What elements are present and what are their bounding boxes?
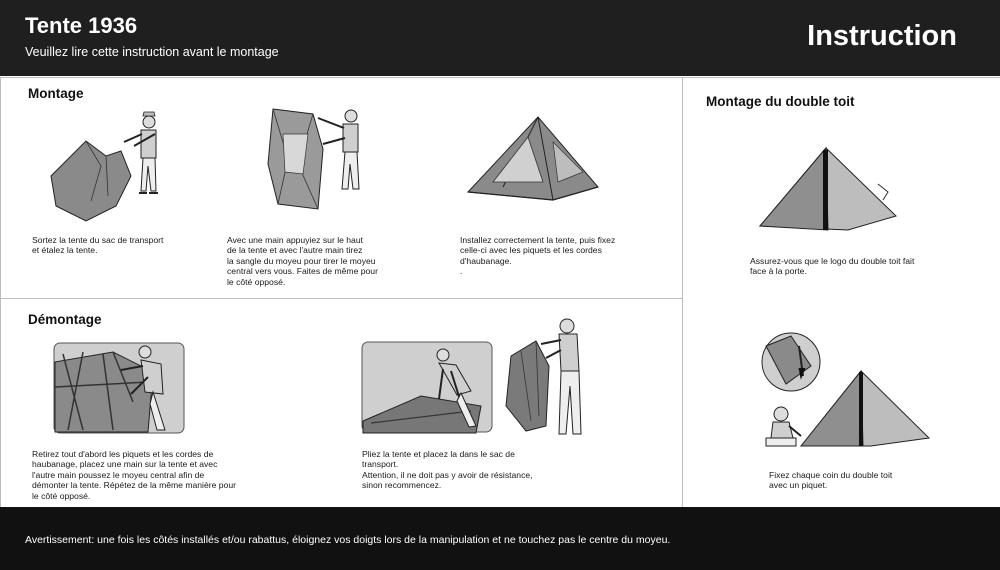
warning-footer [0,507,1000,570]
montage-step-2-caption: Avec une main appuyiez sur le haut de la tente et avec l'autre main tirez la sangle du moyeu pour tirer le moyeu central vers vous. Faites de même pour le côté opposé. [227,235,378,287]
double-toit-step-2-caption: Fixez chaque coin du double toit avec un piquet. [769,470,893,491]
pack-tent-illustration [501,316,596,444]
double-toit-panel [682,77,1000,508]
montage-step-3-caption: Installez correctement la tente, puis fixez celle-ci avec les piquets et les cordes d'haubanage. . [460,235,616,277]
montage-step-1-caption: Sortez la tente du sac de transport et étalez la tente. [32,235,164,256]
collapse-tent-illustration [53,342,185,434]
demontage-title: Démontage [28,312,102,327]
unfold-tent-illustration [46,106,176,224]
demontage-step-1-caption: Retirez tout d'abord les piquets et les cordes de haubanage, placez une main sur la tente et avec l'autre main poussez le moyeu central afin de démonter la tente. Répétez de la même manière pour le côté opposé. [32,449,236,501]
header-subtitle: Veuillez lire cette instruction avant le montage [25,45,279,59]
stake-corner-illustration [761,326,931,454]
installed-tent-illustration [463,112,603,204]
header-banner [0,0,1000,76]
instruction-heading: Instruction [807,20,957,52]
montage-panel [0,77,683,299]
demontage-step-2-caption: Pliez la tente et placez la dans le sac de transport. Attention, il ne doit pas y avoir de résistance, sinon recommencez. [362,449,533,491]
double-toit-title: Montage du double toit [706,94,855,109]
montage-title: Montage [28,86,84,101]
warning-text: Avertissement: une fois les côtés installés et/ou rabattus, éloignez vos doigts lors de la manipulation et ne touchez pas le centre du moyeu. [25,534,671,546]
double-toit-step-1-caption: Assurez-vous que le logo du double toit fait face à la porte. [750,256,915,277]
product-title: Tente 1936 [25,13,138,38]
demontage-panel [0,298,683,508]
fly-sheet-illustration [758,144,898,234]
fold-tent-illustration [361,341,493,435]
pull-hub-illustration [263,104,373,216]
